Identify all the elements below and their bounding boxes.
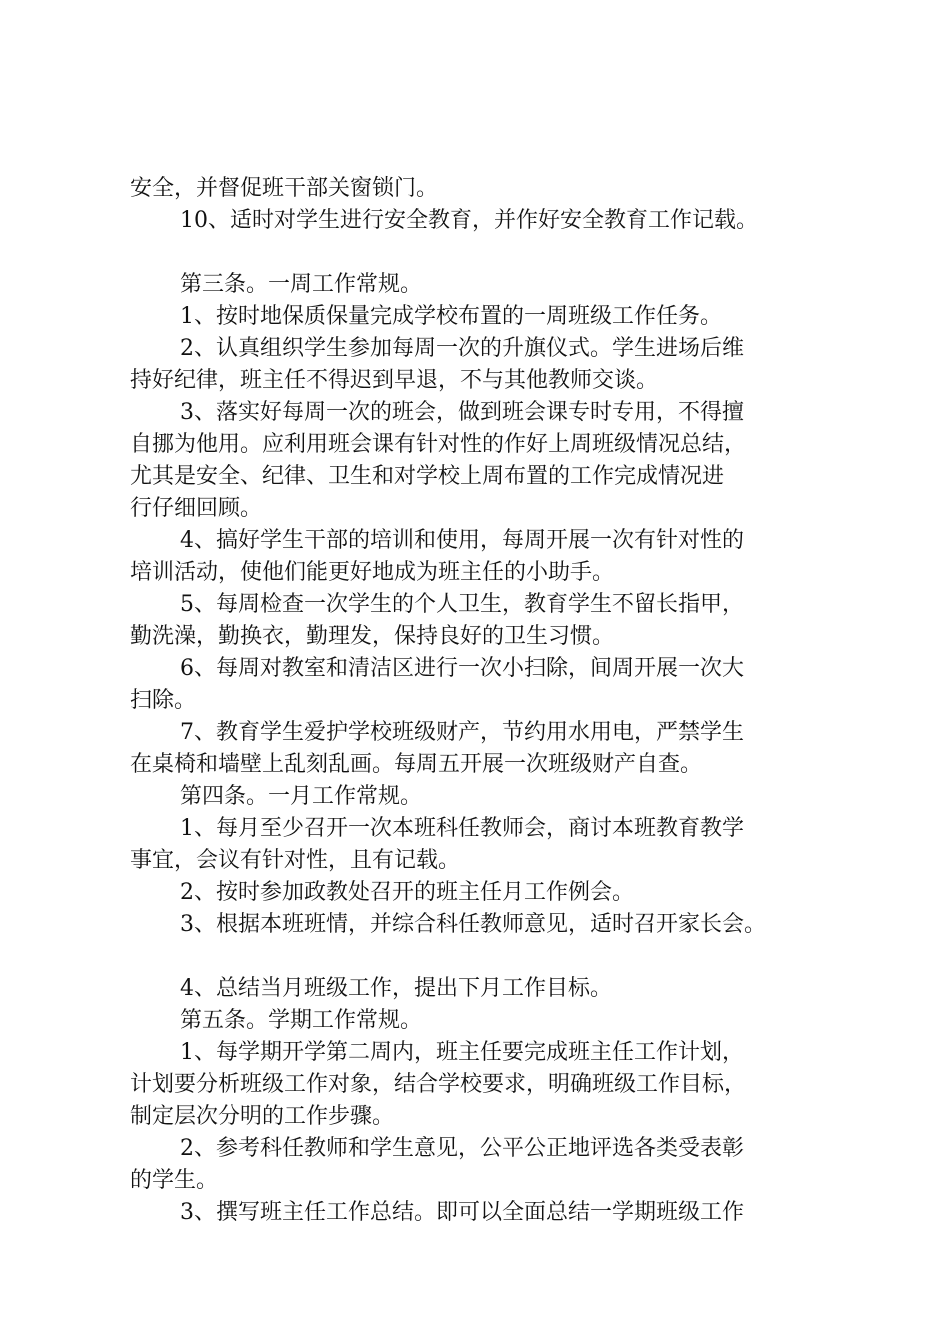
text-line: 4、搞好学生干部的培训和使用，每周开展一次有针对性的	[180, 528, 744, 553]
text-line: 2、认真组织学生参加每周一次的升旗仪式。学生进场后维	[180, 336, 744, 361]
text-line: 2、按时参加政教处召开的班主任月工作例会。	[180, 880, 634, 905]
text-line: 扫除。	[130, 688, 197, 713]
text-line: 1、按时地保质保量完成学校布置的一周班级工作任务。	[180, 304, 722, 329]
text-line: 3、根据本班班情，并综合科任教师意见，适时召开家长会。	[180, 912, 766, 937]
text-line: 5、每周检查一次学生的个人卫生，教育学生不留长指甲，	[180, 592, 744, 617]
text-line: 自挪为他用。应利用班会课有针对性的作好上周班级情况总结，	[130, 432, 747, 457]
text-line: 事宜，会议有针对性，且有记载。	[130, 848, 461, 873]
text-line: 6、每周对教室和清洁区进行一次小扫除，间周开展一次大	[180, 656, 744, 681]
section-heading: 第三条。一周工作常规。	[180, 272, 423, 297]
text-line: 3、撰写班主任工作总结。即可以全面总结一学期班级工作	[180, 1200, 744, 1225]
text-line: 行仔细回顾。	[130, 496, 263, 521]
section-heading: 第五条。学期工作常规。	[180, 1008, 423, 1033]
text-line: 制定层次分明的工作步骤。	[130, 1104, 395, 1129]
text-line: 1、每月至少召开一次本班科任教师会，商讨本班教育教学	[180, 816, 744, 841]
text-line: 10、适时对学生进行安全教育，并作好安全教育工作记载。	[180, 208, 758, 233]
text-line: 计划要分析班级工作对象，结合学校要求，明确班级工作目标，	[130, 1072, 747, 1097]
text-line: 2、参考科任教师和学生意见，公平公正地评选各类受表彰	[180, 1136, 744, 1161]
text-line: 4、总结当月班级工作，提出下月工作目标。	[180, 976, 612, 1001]
section-heading: 第四条。一月工作常规。	[180, 784, 423, 809]
text-line: 的学生。	[130, 1168, 219, 1193]
text-line: 尤其是安全、纪律、卫生和对学校上周布置的工作完成情况进	[130, 464, 725, 489]
document-body	[130, 173, 850, 1229]
text-line: 1、每学期开学第二周内，班主任要完成班主任工作计划，	[180, 1040, 744, 1065]
text-line: 安全，并督促班干部关窗锁门。	[130, 176, 439, 201]
text-line: 培训活动，使他们能更好地成为班主任的小助手。	[130, 560, 615, 585]
text-line: 7、教育学生爱护学校班级财产，节约用水用电，严禁学生	[180, 720, 744, 745]
text-line: 勤洗澡，勤换衣，勤理发，保持良好的卫生习惯。	[130, 624, 615, 649]
blank-line	[130, 941, 850, 973]
blank-line	[130, 237, 850, 269]
text-line: 持好纪律，班主任不得迟到早退，不与其他教师交谈。	[130, 368, 659, 393]
text-line: 在桌椅和墙壁上乱刻乱画。每周五开展一次班级财产自查。	[130, 752, 703, 777]
text-line: 3、落实好每周一次的班会，做到班会课专时专用，不得擅	[180, 400, 744, 425]
